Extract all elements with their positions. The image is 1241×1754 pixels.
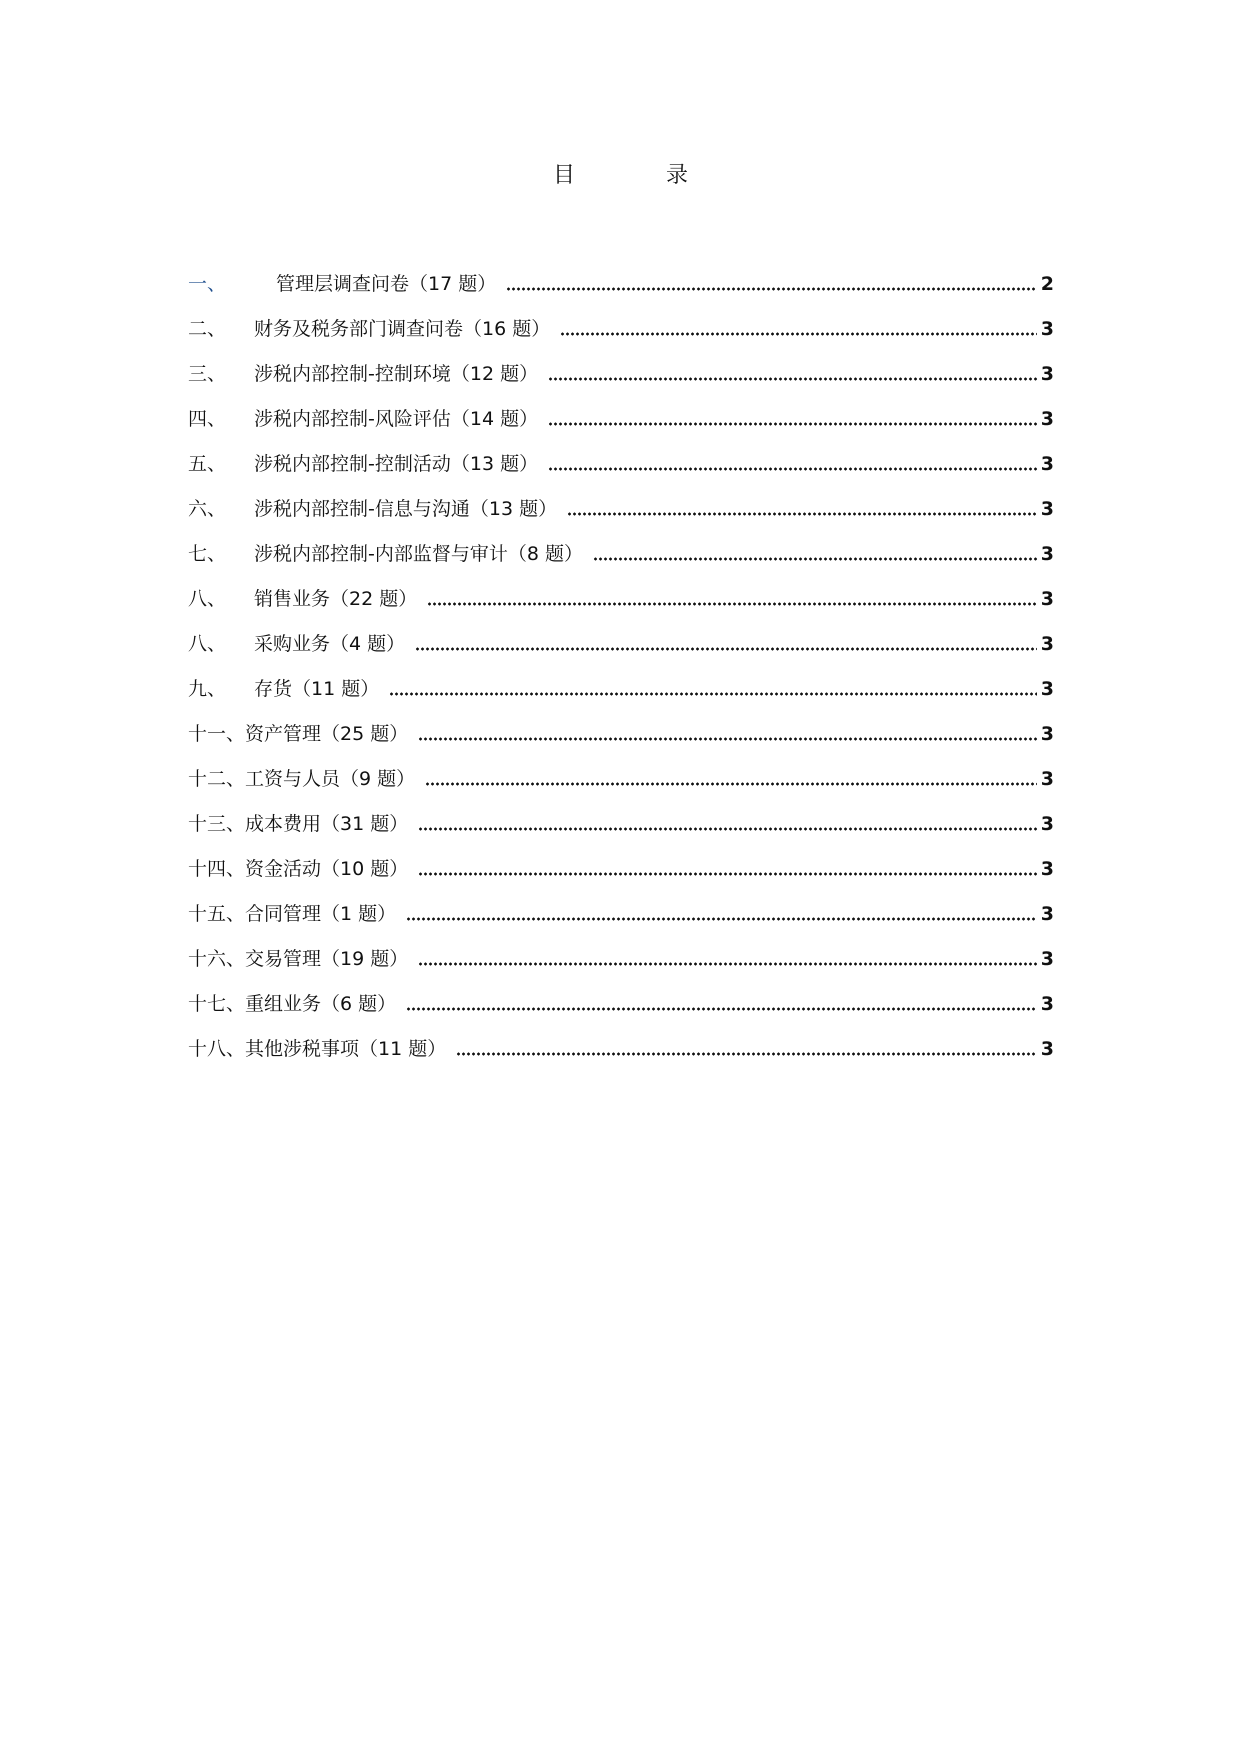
toc-entry-number: 四、 [188,408,227,430]
toc-entry-title: 销售业务（22 题） [254,588,418,610]
toc-entry-number: 二、 [188,318,227,340]
toc-entry-title: 存货（11 题） [254,678,380,700]
toc-entry[interactable] [188,747,1054,792]
toc-entry[interactable] [188,522,1054,567]
dot-leader [548,377,1037,381]
toc-entry-page: 3 [1040,588,1054,610]
toc-entry[interactable] [188,702,1054,747]
toc-entry-title: 资金活动（10 题） [245,858,409,880]
toc-entry-page: 2 [1040,273,1054,295]
toc-entry-page: 3 [1040,453,1054,475]
toc-entry-number: 八、 [188,633,227,655]
toc-entry-page: 3 [1040,678,1054,700]
toc-entry-title: 涉税内部控制-信息与沟通（13 题） [254,498,558,520]
toc-entry[interactable] [188,1017,1054,1062]
toc-entry-number: 三、 [188,363,227,385]
toc-entry-page: 3 [1040,318,1054,340]
toc-title: 目 录 [553,163,730,188]
dot-leader [548,422,1037,426]
toc-entry-number: 八、 [188,588,227,610]
toc-entry-number: 十八、 [188,1038,246,1060]
dot-leader [456,1052,1037,1056]
toc-entry[interactable] [188,927,1054,972]
toc-entry-title: 财务及税务部门调查问卷（16 题） [254,318,551,340]
dot-leader [389,692,1037,696]
toc-entry-title: 资产管理（25 题） [245,723,409,745]
toc-entry-number: 十四、 [188,858,246,880]
toc-entry[interactable] [188,837,1054,882]
dot-leader [560,332,1037,336]
dot-leader [548,467,1037,471]
toc-entry-number: 十六、 [188,948,246,970]
toc-entry-title: 管理层调查问卷（17 题） [276,273,497,295]
toc-entry-number: 五、 [188,453,227,475]
toc-entry[interactable] [188,792,1054,837]
dot-leader [425,782,1037,786]
toc-entry[interactable] [188,252,1054,297]
toc-entry-number: 十一、 [188,723,246,745]
toc-entry-page: 3 [1040,543,1054,565]
toc-entry-number: 七、 [188,543,227,565]
dot-leader [427,602,1037,606]
toc-entry-page: 3 [1040,1038,1054,1060]
dot-leader [418,962,1037,966]
toc-entry[interactable] [188,477,1054,522]
toc-entry-page: 3 [1040,723,1054,745]
toc-entry[interactable] [188,657,1054,702]
toc-entry-title: 涉税内部控制-控制环境（12 题） [254,363,539,385]
toc-entry[interactable] [188,342,1054,387]
toc-entry-page: 3 [1040,498,1054,520]
toc-entry-number: 十三、 [188,813,246,835]
toc-entry-number: 九、 [188,678,227,700]
toc-entry[interactable] [188,297,1054,342]
toc-entry-page: 3 [1040,858,1054,880]
dot-leader [418,737,1037,741]
toc-entry[interactable] [188,387,1054,432]
toc-entry-title: 涉税内部控制-风险评估（14 题） [254,408,539,430]
toc-entry-title: 工资与人员（9 题） [245,768,416,790]
toc-entry-page: 3 [1040,363,1054,385]
toc-entry-title: 合同管理（1 题） [245,903,397,925]
toc-entry[interactable] [188,612,1054,657]
toc-entry-title: 成本费用（31 题） [245,813,409,835]
dot-leader [506,287,1037,291]
toc-entry-title: 采购业务（4 题） [254,633,406,655]
toc-entry-number: 十五、 [188,903,246,925]
dot-leader [415,647,1037,651]
dot-leader [418,872,1037,876]
toc-entry-page: 3 [1040,633,1054,655]
toc-entry-title: 重组业务（6 题） [245,993,397,1015]
toc-entry-page: 3 [1040,768,1054,790]
toc-entry-page: 3 [1040,948,1054,970]
toc-entry[interactable] [188,567,1054,612]
toc-entry[interactable] [188,972,1054,1017]
dot-leader [418,827,1037,831]
toc-entry-page: 3 [1040,813,1054,835]
toc-entry-page: 3 [1040,408,1054,430]
toc-entry-page: 3 [1040,903,1054,925]
dot-leader [593,557,1037,561]
toc-entry-title: 交易管理（19 题） [245,948,409,970]
dot-leader [406,917,1037,921]
toc-entry-title: 涉税内部控制-内部监督与审计（8 题） [254,543,583,565]
toc-entry-number: 六、 [188,498,227,520]
toc-entry[interactable] [188,882,1054,927]
toc-entry-number: 十二、 [188,768,246,790]
dot-leader [406,1007,1037,1011]
dot-leader [567,512,1037,516]
toc-entry-title: 涉税内部控制-控制活动（13 题） [254,453,539,475]
toc-list [188,252,1054,1062]
toc-entry[interactable] [188,432,1054,477]
toc-entry-number: 十七、 [188,993,246,1015]
toc-entry-page: 3 [1040,993,1054,1015]
toc-entry-title: 其他涉税事项（11 题） [245,1038,447,1060]
toc-entry-number: 一、 [188,273,227,295]
